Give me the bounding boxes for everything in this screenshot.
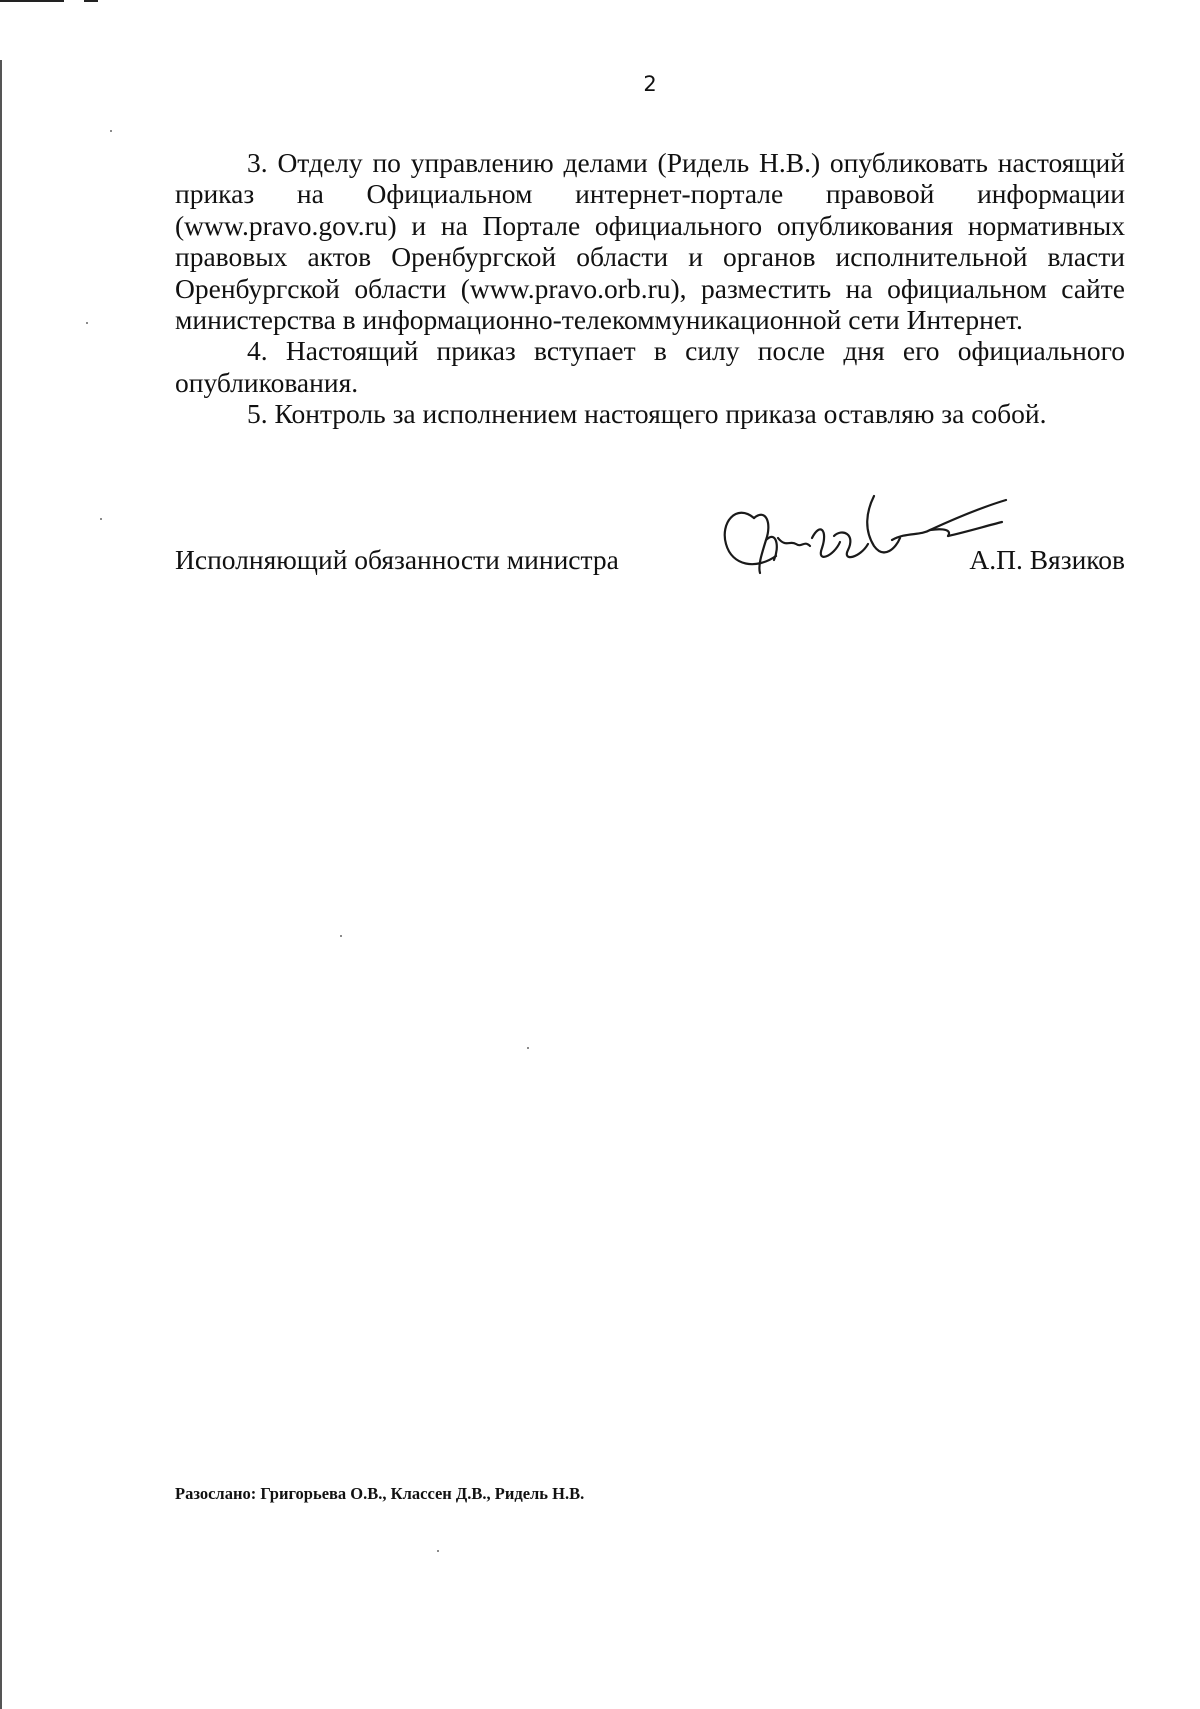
scan-speck (340, 935, 342, 937)
paragraph-4: 4. Настоящий приказ вступает в силу после дня его официального опубликования. (175, 335, 1125, 398)
scan-speck (110, 130, 112, 132)
scan-mark (84, 0, 98, 2)
scan-speck (86, 322, 88, 324)
signatory-name: А.П. Вязиков (969, 544, 1125, 575)
distribution-list: Разослано: Григорьева О.В., Классен Д.В., Ридель Н.В. (175, 1484, 585, 1503)
scan-mark (0, 0, 64, 2)
scan-speck (437, 1550, 439, 1552)
scan-edge (0, 60, 2, 1709)
scan-speck (527, 1047, 529, 1049)
page-number: 2 (643, 72, 657, 96)
paragraph-3: 3. Отделу по управлению делами (Ридель Н.В.) опубликовать настоящий приказ на Официальном интернет-портале правовой информации (www.pravo.gov.ru) и на Портале официального опубликования нормативных правовых актов Оренбургской области и органов исполнительной власти Оренбургской области (www.pravo.orb.ru), разместить на официальном сайте министерства в информационно-телекоммуникационной сети Интернет. (175, 147, 1125, 336)
signatory-position: Исполняющий обязанности министра (175, 544, 619, 575)
paragraph-5: 5. Контроль за исполнением настоящего приказа оставляю за собой. (247, 398, 1047, 430)
scan-speck (100, 518, 102, 520)
document-body (175, 147, 1125, 430)
